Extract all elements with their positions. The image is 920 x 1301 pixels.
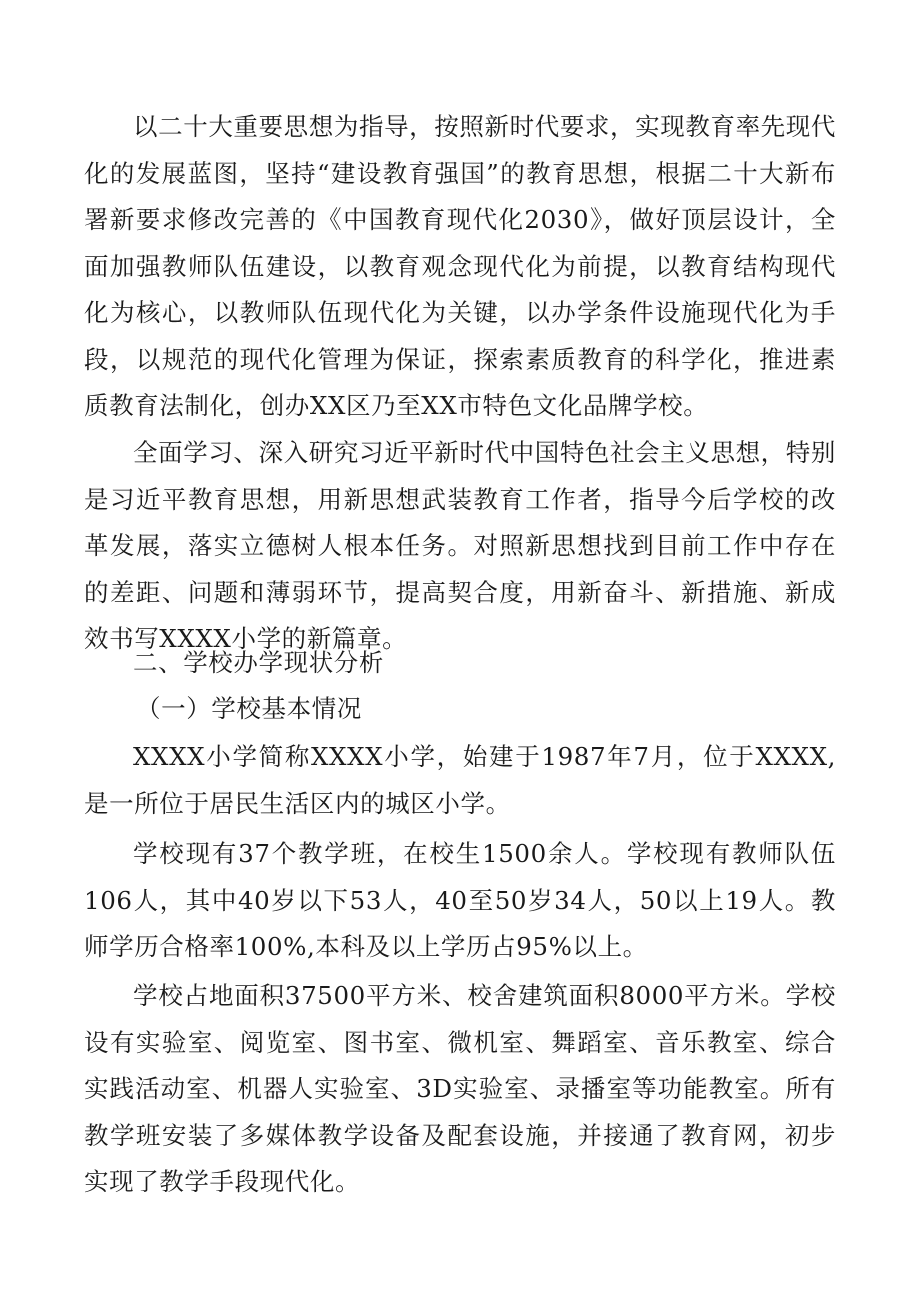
paragraph-classes-teachers: 学校现有37个教学班，在校生1500余人。学校现有教师队伍106人，其中40岁以下53人，40至50岁34人，50以上19人。教师学历合格率100%,本科及以上学历占95%以上。 — [84, 839, 836, 961]
paragraph-facilities: 学校占地面积37500平方米、校舍建筑面积8000平方米。学校设有实验室、阅览室、图书室、微机室、舞蹈室、音乐教室、综合实践活动室、机器人实验室、3D实验室、录播室等功能教室。所有教学班安装了多媒体教学设备及配套设施，并接通了教育网，初步实现了教学手段现代化。 — [84, 981, 836, 1196]
subsection-heading: （一）学校基本情况 — [136, 694, 362, 723]
document-page — [84, 0, 836, 1301]
paragraph-school-intro: XXXX小学简称XXXX小学，始建于1987年7月，位于XXXX,是一所位于居民生活区内的城区小学。 — [84, 742, 836, 818]
section-heading: 二、学校办学现状分析 — [133, 648, 384, 677]
paragraph-study-xi-thought: 全面学习、深入研究习近平新时代中国特色社会主义思想，特别是习近平教育思想，用新思想武装教育工作者，指导今后学校的改革发展，落实立德树人根本任务。对照新思想找到目前工作中存在的差距、问题和薄弱环节，提高契合度，用新奋斗、新措施、新成效书写XXXX小学的新篇章。 — [84, 438, 836, 653]
paragraph-guiding-thought: 以二十大重要思想为指导，按照新时代要求，实现教育率先现代化的发展蓝图，坚持“建设教育强国”的教育思想，根据二十大新布署新要求修改完善的《中国教育现代化2030》，做好顶层设计，全面加强教师队伍建设，以教育观念现代化为前提，以教育结构现代化为核心，以教师队伍现代化为关键，以办学条件设施现代化为手段，以规范的现代化管理为保证，探索素质教育的科学化，推进素质教育法制化，创办XX区乃至XX市特色文化品牌学校。 — [84, 112, 836, 420]
